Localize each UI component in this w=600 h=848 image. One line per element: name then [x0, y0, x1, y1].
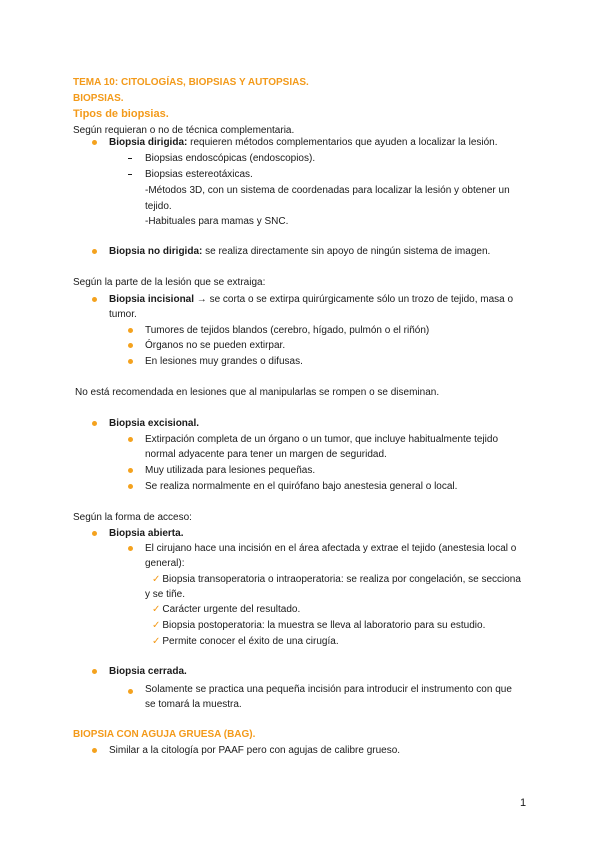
- biopsia-dirigida-label: Biopsia dirigida:: [109, 137, 188, 148]
- bullet-icon: [128, 484, 133, 489]
- bullet-icon: [92, 249, 97, 254]
- excisional-item-1-line1: Extirpación completa de un órgano o un tumor, que incluye habitualmente tejido: [145, 434, 499, 445]
- check-item-4-text: Permite conocer el éxito de una cirugía.: [162, 636, 339, 647]
- check-item-3-text: Biopsia postoperatoria: la muestra se lleva al laboratorio para su estudio.: [162, 620, 486, 631]
- abierta-item-line1: El cirujano hace una incisión en el área afectada y extrae el tejido (anestesia local o: [145, 543, 517, 554]
- biopsia-dirigida-text: requieren métodos complementarios que ayuden a localizar la lesión.: [187, 137, 498, 148]
- tema-title: TEMA 10: CITOLOGÍAS, BIOPSIAS Y AUTOPSIAS.: [73, 77, 309, 88]
- bullet-icon: [92, 669, 97, 674]
- block2-intro: Según la parte de la lesión que se extraiga:: [73, 277, 266, 288]
- incisional-note: No está recomendada en lesiones que al manipularlas se rompen o se diseminan.: [75, 387, 440, 398]
- checkmark-icon: ✓: [152, 636, 161, 647]
- biopsia-excisional-label: Biopsia excisional.: [109, 418, 200, 429]
- section-heading: BIOPSIAS.: [73, 93, 124, 104]
- bullet-icon: [128, 343, 133, 348]
- bullet-icon: [128, 689, 133, 694]
- biopsia-incisional-label: Biopsia incisional: [109, 294, 195, 305]
- checkmark-icon: ✓: [152, 620, 161, 631]
- dash-icon: [128, 158, 132, 159]
- bullet-icon: [128, 468, 133, 473]
- biopsia-dirigida-item: [109, 136, 498, 149]
- bullet-icon: [92, 421, 97, 426]
- incisional-item-1: Tumores de tejidos blandos (cerebro, hígado, pulmón o el riñón): [145, 325, 430, 336]
- incisional-item-2: Órganos no se pueden extirpar.: [145, 340, 286, 351]
- bag-title: BIOPSIA CON AGUJA GRUESA (BAG).: [73, 729, 256, 740]
- check-item-4: [152, 635, 339, 648]
- checkmark-icon: ✓: [152, 604, 161, 615]
- abierta-item-line2: general):: [145, 558, 185, 569]
- bullet-icon: [128, 546, 133, 551]
- bullet-icon: [128, 328, 133, 333]
- check-item-3: [152, 619, 485, 632]
- bag-item: Similar a la citología por PAAF pero con agujas de calibre grueso.: [109, 745, 401, 756]
- block1-intro: Según requieran o no de técnica complementaria.: [73, 125, 295, 136]
- bullet-icon: [92, 297, 97, 302]
- check-item-1-text: Biopsia transoperatoria o intraoperatoria: se realiza por congelación, se secciona: [162, 574, 521, 585]
- block3-intro: Según la forma de acceso:: [73, 512, 192, 523]
- check-item-1-continued: y se tiñe.: [145, 589, 186, 600]
- excisional-item-3: Se realiza normalmente en el quirófano bajo anestesia general o local.: [145, 481, 458, 492]
- biopsia-cerrada-label: Biopsia cerrada.: [109, 666, 187, 677]
- dirigida-sub2: Biopsias estereotáxicas.: [145, 169, 253, 180]
- dash-icon: [128, 174, 132, 175]
- bullet-icon: [92, 140, 97, 145]
- biopsia-abierta-label: Biopsia abierta.: [109, 528, 184, 539]
- biopsia-no-dirigida-item: [109, 245, 490, 258]
- biopsia-no-dirigida-text: se realiza directamente sin apoyo de ningún sistema de imagen.: [202, 246, 491, 257]
- check-item-2: [152, 603, 300, 616]
- cerrada-item-line1: Solamente se practica una pequeña incisión para introducir el instrumento con que: [145, 684, 512, 695]
- incisional-item-3: En lesiones muy grandes o difusas.: [145, 356, 303, 367]
- page-number: 1: [520, 797, 527, 809]
- bullet-icon: [92, 748, 97, 753]
- subsection-heading: Tipos de biopsias.: [73, 108, 169, 120]
- bullet-icon: [92, 531, 97, 536]
- bullet-icon: [128, 437, 133, 442]
- biopsia-no-dirigida-label: Biopsia no dirigida:: [109, 246, 203, 257]
- excisional-item-1-line2: normal adyacente para tener un margen de seguridad.: [145, 449, 387, 460]
- dirigida-sub2a-line2: tejido.: [145, 201, 172, 212]
- excisional-item-2: Muy utilizada para lesiones pequeñas.: [145, 465, 316, 476]
- biopsia-incisional-item: [109, 293, 513, 306]
- cerrada-item-line2: se tomará la muestra.: [145, 699, 242, 710]
- dirigida-sub1: Biopsias endoscópicas (endoscopios).: [145, 153, 316, 164]
- biopsia-incisional-text: → se corta o se extirpa quirúrgicamente sólo un trozo de tejido, masa o: [194, 294, 514, 305]
- checkmark-icon: ✓: [152, 574, 161, 585]
- dirigida-sub2b: -Habituales para mamas y SNC.: [145, 216, 289, 227]
- biopsia-incisional-text-line2: tumor.: [109, 309, 137, 320]
- check-item-1: [152, 573, 521, 586]
- bullet-icon: [128, 359, 133, 364]
- check-item-2-text: Carácter urgente del resultado.: [162, 604, 301, 615]
- dirigida-sub2a-line1: -Métodos 3D, con un sistema de coordenadas para localizar la lesión y obtener un: [145, 185, 510, 196]
